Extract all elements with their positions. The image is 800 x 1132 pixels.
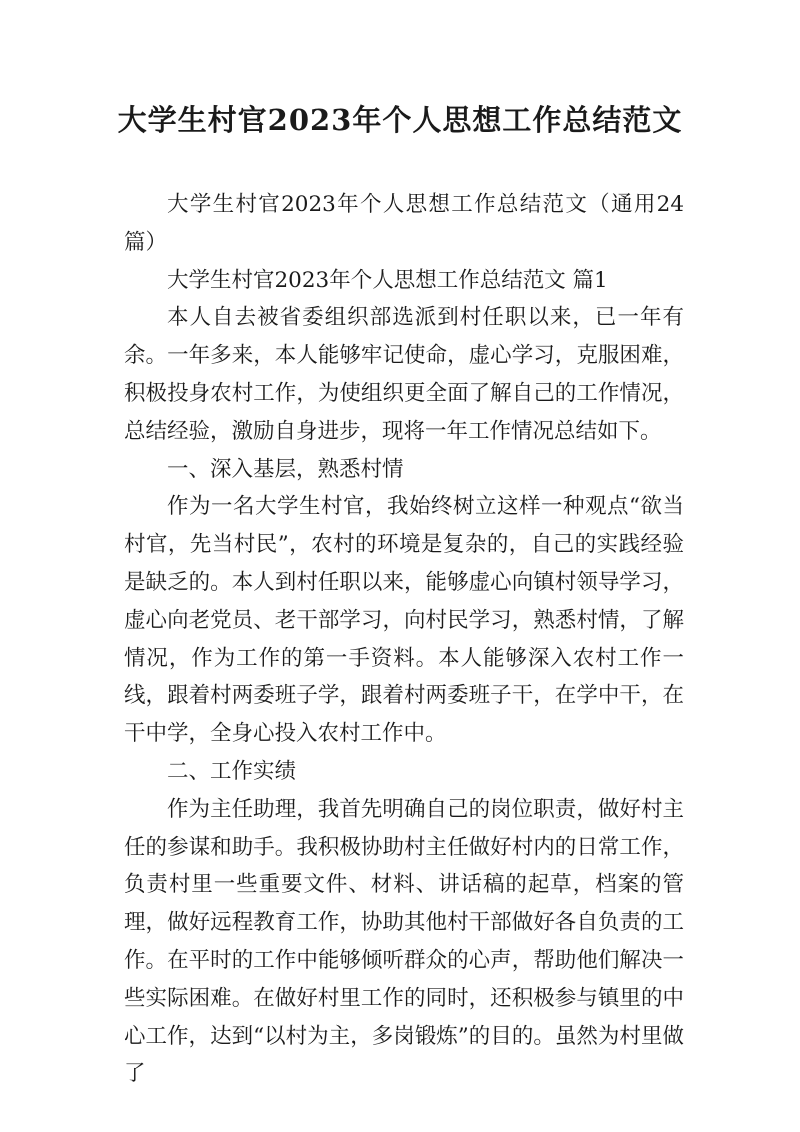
intro-paragraph: 本人自去被省委组织部选派到村任职以来，已一年有余。一年多来，本人能够牢记使命，虚心学习，克服困难，积极投身农村工作，为使组织更全面了解自己的工作情况，总结经验，激励自身进步，现将一年工作情况总结如下。 xyxy=(124,305,684,444)
document-title: 大学生村官2023年个人思想工作总结范文 xyxy=(117,103,683,137)
chapter-heading: 大学生村官2023年个人思想工作总结范文 篇1 xyxy=(167,267,608,293)
section-2-paragraph: 作为主任助理，我首先明确自己的岗位职责，做好村主任的参谋和助手。我积极协助村主任做好村内的日常工作，负责村里一些重要文件、材料、讲话稿的起草，档案的管理，做好远程教育工作，协助其他村干部做好各自负责的工作。在平时的工作中能够倾听群众的心声，帮助他们解决一些实际困难。在做好村里工作的同时，还积极参与镇里的中心工作，达到“以村为主，多岗锻炼”的目的。虽然为村里做了 xyxy=(124,796,684,1087)
document-body xyxy=(124,186,684,1093)
section-1-paragraph: 作为一名大学生村官，我始终树立这样一种观点“欲当村官，先当村民”，农村的环境是复杂的，自己的实践经验是缺乏的。本人到村任职以来，能够虚心向镇村领导学习，虚心向老党员、老干部学习，向村民学习，熟悉村情，了解情况，作为工作的第一手资料。本人能够深入农村工作一线，跟着村两委班子学，跟着村两委班子干，在学中干，在干中学，全身心投入农村工作中。 xyxy=(124,494,684,747)
subtitle-line: 大学生村官2023年个人思想工作总结范文（通用24篇） xyxy=(124,192,684,255)
section-heading-2: 二、工作实绩 xyxy=(167,758,297,784)
section-heading-1: 一、深入基层，熟悉村情 xyxy=(167,456,404,482)
